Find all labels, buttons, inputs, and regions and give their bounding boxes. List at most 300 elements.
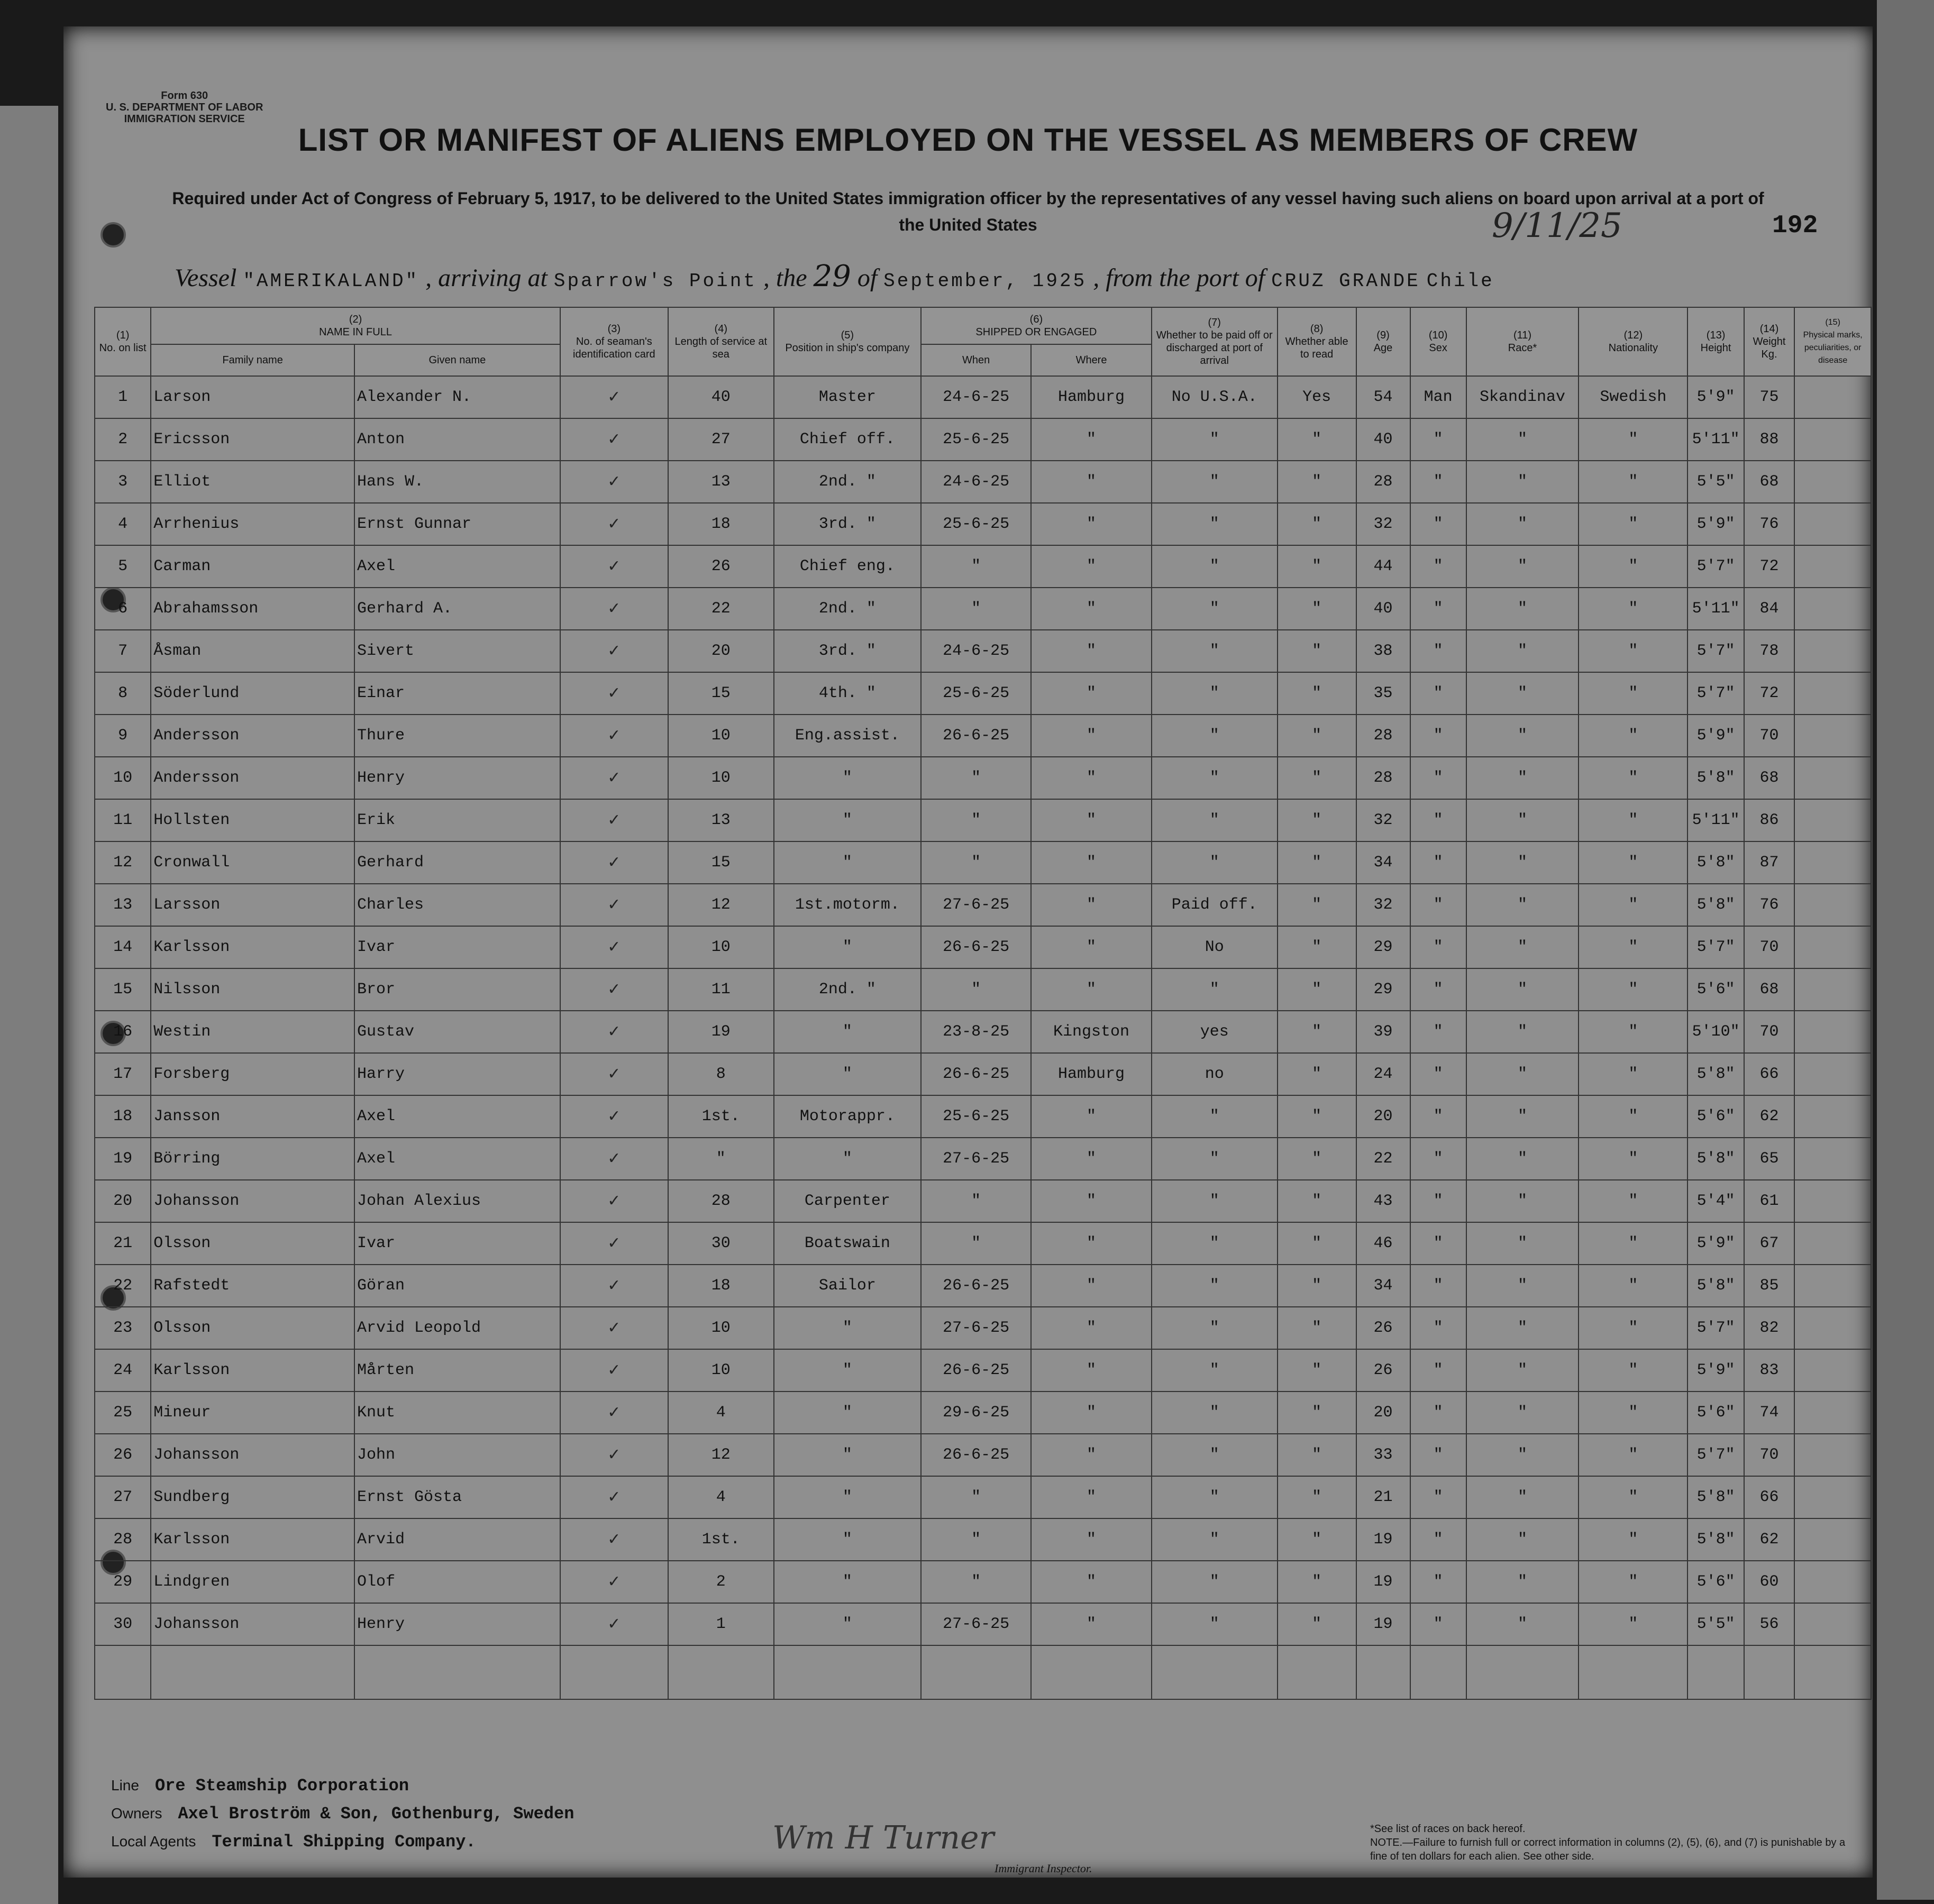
length-of-service-cell: 22 [668, 588, 774, 630]
sex-cell: Man [1410, 376, 1466, 418]
shipped-when-cell: 26-6-25 [921, 1265, 1031, 1307]
crew-manifest-table [94, 307, 1872, 1700]
age-cell: 44 [1356, 545, 1410, 588]
weight-cell: 62 [1744, 1095, 1795, 1138]
weight-cell: 62 [1744, 1518, 1795, 1561]
paid-off-cell: " [1152, 715, 1278, 757]
age-cell: 28 [1356, 715, 1410, 757]
shipped-when-cell: 25-6-25 [921, 418, 1031, 461]
position-cell: " [774, 1138, 921, 1180]
family-name-cell: Hollsten [151, 799, 354, 841]
position-cell: Master [774, 376, 921, 418]
shipped-when-cell: 26-6-25 [921, 1434, 1031, 1476]
paid-off-cell: " [1152, 1349, 1278, 1392]
height-cell: 5'8" [1687, 1265, 1744, 1307]
weight-cell: 66 [1744, 1053, 1795, 1095]
blank-cell [1794, 1645, 1871, 1699]
able-to-read-cell: " [1278, 1307, 1356, 1349]
position-cell: " [774, 926, 921, 968]
col-given-name-header: Given name [354, 344, 560, 376]
shipped-when-cell: " [921, 545, 1031, 588]
given-name-cell: Axel [354, 1138, 560, 1180]
physical-marks-cell [1794, 1222, 1871, 1265]
race-cell: " [1466, 1265, 1579, 1307]
table-row [95, 926, 1871, 968]
sex-cell: " [1410, 461, 1466, 503]
row-number-cell: 5 [95, 545, 151, 588]
row-number-cell: 24 [95, 1349, 151, 1392]
position-cell: Boatswain [774, 1222, 921, 1265]
owners-label: Owners [111, 1805, 162, 1821]
nationality-cell: " [1579, 1307, 1687, 1349]
sex-cell: " [1410, 1180, 1466, 1222]
row-number-cell: 15 [95, 968, 151, 1011]
id-card-check-cell: ✓ [560, 630, 668, 672]
row-number-cell: 4 [95, 503, 151, 545]
given-name-cell: Axel [354, 1095, 560, 1138]
height-cell: 5'6" [1687, 968, 1744, 1011]
sex-cell: " [1410, 1434, 1466, 1476]
able-to-read-cell: " [1278, 588, 1356, 630]
blank-cell [1356, 1645, 1410, 1699]
family-name-cell: Jansson [151, 1095, 354, 1138]
height-cell: 5'8" [1687, 1476, 1744, 1518]
col-position-header: (5) Position in ship's company [774, 307, 921, 376]
binding-hole [101, 222, 126, 248]
nationality-cell: " [1579, 1518, 1687, 1561]
row-number-cell: 28 [95, 1518, 151, 1561]
race-cell: " [1466, 503, 1579, 545]
able-to-read-cell: " [1278, 1011, 1356, 1053]
given-name-cell: Ernst Gunnar [354, 503, 560, 545]
paid-off-cell: Paid off. [1152, 884, 1278, 926]
position-cell: " [774, 1603, 921, 1645]
able-to-read-cell: " [1278, 418, 1356, 461]
table-row [95, 461, 1871, 503]
sex-cell: " [1410, 545, 1466, 588]
shipped-when-cell: 23-8-25 [921, 1011, 1031, 1053]
sex-cell: " [1410, 672, 1466, 715]
able-to-read-cell: " [1278, 1561, 1356, 1603]
col-race-header: (11) Race* [1466, 307, 1579, 376]
height-cell: 5'9" [1687, 1222, 1744, 1265]
shipped-when-cell: 27-6-25 [921, 1603, 1031, 1645]
id-card-check-cell: ✓ [560, 1476, 668, 1518]
col-read-header: (8) Whether able to read [1278, 307, 1356, 376]
table-row [95, 1095, 1871, 1138]
weight-cell: 78 [1744, 630, 1795, 672]
shipped-when-cell: 29-6-25 [921, 1392, 1031, 1434]
id-card-check-cell: ✓ [560, 1603, 668, 1645]
length-of-service-cell: 15 [668, 841, 774, 884]
length-of-service-cell: 4 [668, 1392, 774, 1434]
age-cell: 34 [1356, 1265, 1410, 1307]
age-cell: 28 [1356, 461, 1410, 503]
blank-cell [151, 1645, 354, 1699]
sex-cell: " [1410, 715, 1466, 757]
race-cell: " [1466, 757, 1579, 799]
physical-marks-cell [1794, 1180, 1871, 1222]
age-cell: 26 [1356, 1349, 1410, 1392]
family-name-cell: Söderlund [151, 672, 354, 715]
of-label: of [857, 264, 878, 292]
id-card-check-cell: ✓ [560, 1011, 668, 1053]
weight-cell: 60 [1744, 1561, 1795, 1603]
shipped-when-cell: 24-6-25 [921, 461, 1031, 503]
given-name-cell: Henry [354, 1603, 560, 1645]
weight-cell: 56 [1744, 1603, 1795, 1645]
paid-off-cell: " [1152, 1476, 1278, 1518]
col-physical-header: (15) Physical marks, peculiarities, or disease [1794, 307, 1871, 376]
race-cell: " [1466, 1307, 1579, 1349]
sex-cell: " [1410, 799, 1466, 841]
paid-off-cell: " [1152, 545, 1278, 588]
row-number-cell: 10 [95, 757, 151, 799]
sex-cell: " [1410, 1265, 1466, 1307]
paid-off-cell: " [1152, 672, 1278, 715]
row-number-cell: 1 [95, 376, 151, 418]
shipped-when-cell: " [921, 1518, 1031, 1561]
weight-cell: 70 [1744, 926, 1795, 968]
sex-cell: " [1410, 1011, 1466, 1053]
paid-off-cell: " [1152, 418, 1278, 461]
departure-port: CRUZ GRANDE [1271, 270, 1420, 292]
given-name-cell: Arvid Leopold [354, 1307, 560, 1349]
length-of-service-cell: 12 [668, 884, 774, 926]
length-of-service-cell: 30 [668, 1222, 774, 1265]
sex-cell: " [1410, 926, 1466, 968]
weight-cell: 82 [1744, 1307, 1795, 1349]
table-row [95, 757, 1871, 799]
height-cell: 5'8" [1687, 884, 1744, 926]
id-card-check-cell: ✓ [560, 1222, 668, 1265]
table-row [95, 968, 1871, 1011]
position-cell: " [774, 1053, 921, 1095]
shipped-where-cell: " [1031, 588, 1151, 630]
col-paid-off-header: (7) Whether to be paid off or discharged at port of arrival [1152, 307, 1278, 376]
position-cell: " [774, 1011, 921, 1053]
able-to-read-cell: " [1278, 461, 1356, 503]
physical-marks-cell [1794, 1138, 1871, 1180]
position-cell: 4th. " [774, 672, 921, 715]
position-cell: Motorappr. [774, 1095, 921, 1138]
vessel-line [175, 259, 1494, 294]
blank-row [95, 1645, 1871, 1699]
row-number-cell: 14 [95, 926, 151, 968]
row-number-cell: 6 [95, 588, 151, 630]
id-card-check-cell: ✓ [560, 1349, 668, 1392]
family-name-cell: Larson [151, 376, 354, 418]
race-cell: " [1466, 630, 1579, 672]
sex-cell: " [1410, 1053, 1466, 1095]
nationality-cell: " [1579, 630, 1687, 672]
height-cell: 5'7" [1687, 630, 1744, 672]
row-number-cell: 23 [95, 1307, 151, 1349]
blank-cell [1152, 1645, 1278, 1699]
position-cell: 1st.motorm. [774, 884, 921, 926]
height-cell: 5'9" [1687, 1349, 1744, 1392]
length-of-service-cell: 13 [668, 799, 774, 841]
col-height-header: (13) Height [1687, 307, 1744, 376]
paid-off-cell: " [1152, 1222, 1278, 1265]
shipped-where-cell: " [1031, 1222, 1151, 1265]
blank-cell [1579, 1645, 1687, 1699]
height-cell: 5'8" [1687, 1053, 1744, 1095]
adjacent-page-left [0, 106, 58, 1904]
inspector-label: Immigrant Inspector. [995, 1862, 1092, 1875]
nationality-cell: " [1579, 1265, 1687, 1307]
paid-off-cell: No U.S.A. [1152, 376, 1278, 418]
row-number-cell: 22 [95, 1265, 151, 1307]
age-cell: 32 [1356, 884, 1410, 926]
given-name-cell: Ivar [354, 1222, 560, 1265]
length-of-service-cell: 10 [668, 1307, 774, 1349]
length-of-service-cell: 20 [668, 630, 774, 672]
nationality-cell: " [1579, 757, 1687, 799]
position-cell: 2nd. " [774, 968, 921, 1011]
height-cell: 5'11" [1687, 799, 1744, 841]
blank-cell [560, 1645, 668, 1699]
race-cell: " [1466, 841, 1579, 884]
height-cell: 5'7" [1687, 926, 1744, 968]
shipped-where-cell: " [1031, 1392, 1151, 1434]
arrival-day: 29 [813, 259, 851, 294]
shipped-where-cell: " [1031, 418, 1151, 461]
shipped-when-cell: " [921, 588, 1031, 630]
table-row [95, 884, 1871, 926]
height-cell: 5'7" [1687, 672, 1744, 715]
id-card-check-cell: ✓ [560, 588, 668, 630]
shipped-where-cell: " [1031, 1180, 1151, 1222]
race-cell: " [1466, 926, 1579, 968]
shipped-when-cell: 25-6-25 [921, 1095, 1031, 1138]
row-number-cell: 25 [95, 1392, 151, 1434]
shipped-when-cell: 26-6-25 [921, 1053, 1031, 1095]
blank-cell [95, 1645, 151, 1699]
shipped-where-cell: " [1031, 841, 1151, 884]
physical-marks-cell [1794, 1392, 1871, 1434]
given-name-cell: Axel [354, 545, 560, 588]
family-name-cell: Westin [151, 1011, 354, 1053]
given-name-cell: Hans W. [354, 461, 560, 503]
race-cell: " [1466, 1222, 1579, 1265]
col-sex-header: (10) Sex [1410, 307, 1466, 376]
age-cell: 19 [1356, 1561, 1410, 1603]
able-to-read-cell: " [1278, 1349, 1356, 1392]
shipped-where-cell: " [1031, 1476, 1151, 1518]
length-of-service-cell: 1 [668, 1603, 774, 1645]
able-to-read-cell: " [1278, 1603, 1356, 1645]
family-name-cell: Johansson [151, 1434, 354, 1476]
id-card-check-cell: ✓ [560, 418, 668, 461]
able-to-read-cell: " [1278, 926, 1356, 968]
shipped-where-cell: " [1031, 1138, 1151, 1180]
family-name-cell: Karlsson [151, 1518, 354, 1561]
position-cell: 2nd. " [774, 588, 921, 630]
table-row [95, 799, 1871, 841]
nationality-cell: " [1579, 672, 1687, 715]
id-card-check-cell: ✓ [560, 1053, 668, 1095]
vessel-label: Vessel [175, 264, 237, 292]
shipped-when-cell: 26-6-25 [921, 1349, 1031, 1392]
line-value: Ore Steamship Corporation [154, 1776, 409, 1796]
blank-cell [1031, 1645, 1151, 1699]
position-cell: 3rd. " [774, 630, 921, 672]
id-card-check-cell: ✓ [560, 1180, 668, 1222]
paid-off-cell: " [1152, 1095, 1278, 1138]
col-shipped-header: (6) SHIPPED OR ENGAGED [921, 307, 1152, 344]
position-cell: " [774, 757, 921, 799]
row-number-cell: 29 [95, 1561, 151, 1603]
length-of-service-cell: 10 [668, 1349, 774, 1392]
weight-cell: 70 [1744, 715, 1795, 757]
shipped-where-cell: " [1031, 1561, 1151, 1603]
shipped-where-cell: " [1031, 715, 1151, 757]
id-card-check-cell: ✓ [560, 1518, 668, 1561]
nationality-cell: " [1579, 1138, 1687, 1180]
paid-off-cell: " [1152, 588, 1278, 630]
age-cell: 19 [1356, 1518, 1410, 1561]
length-of-service-cell: 27 [668, 418, 774, 461]
given-name-cell: Thure [354, 715, 560, 757]
id-card-check-cell: ✓ [560, 968, 668, 1011]
given-name-cell: Gerhard [354, 841, 560, 884]
length-of-service-cell: 8 [668, 1053, 774, 1095]
length-of-service-cell: 40 [668, 376, 774, 418]
shipped-when-cell: 27-6-25 [921, 884, 1031, 926]
given-name-cell: Gerhard A. [354, 588, 560, 630]
nationality-cell: " [1579, 461, 1687, 503]
paid-off-cell: " [1152, 1180, 1278, 1222]
length-of-service-cell: 10 [668, 926, 774, 968]
physical-marks-cell [1794, 884, 1871, 926]
nationality-cell: " [1579, 1180, 1687, 1222]
row-number-cell: 7 [95, 630, 151, 672]
col-age-header: (9) Age [1356, 307, 1410, 376]
able-to-read-cell: " [1278, 1180, 1356, 1222]
form-header [106, 90, 263, 125]
shipped-when-cell: " [921, 1476, 1031, 1518]
family-name-cell: Lindgren [151, 1561, 354, 1603]
family-name-cell: Börring [151, 1138, 354, 1180]
able-to-read-cell: " [1278, 630, 1356, 672]
weight-cell: 68 [1744, 968, 1795, 1011]
nationality-cell: " [1579, 418, 1687, 461]
table-row [95, 588, 1871, 630]
weight-cell: 86 [1744, 799, 1795, 841]
race-cell: " [1466, 1011, 1579, 1053]
length-of-service-cell: " [668, 1138, 774, 1180]
family-name-cell: Åsman [151, 630, 354, 672]
physical-marks-cell [1794, 1349, 1871, 1392]
table-row [95, 1518, 1871, 1561]
sex-cell: " [1410, 884, 1466, 926]
adjacent-page-right [1877, 0, 1934, 1900]
height-cell: 5'5" [1687, 461, 1744, 503]
age-cell: 32 [1356, 503, 1410, 545]
physical-marks-cell [1794, 1561, 1871, 1603]
shipped-where-cell: " [1031, 968, 1151, 1011]
height-cell: 5'4" [1687, 1180, 1744, 1222]
shipped-where-cell: " [1031, 884, 1151, 926]
length-of-service-cell: 11 [668, 968, 774, 1011]
given-name-cell: Alexander N. [354, 376, 560, 418]
given-name-cell: Harry [354, 1053, 560, 1095]
position-cell: 2nd. " [774, 461, 921, 503]
paid-off-cell: " [1152, 630, 1278, 672]
owners-value: Axel Broström & Son, Gothenburg, Sweden [178, 1804, 574, 1824]
nationality-cell: " [1579, 588, 1687, 630]
id-card-check-cell: ✓ [560, 1561, 668, 1603]
shipped-when-cell: 27-6-25 [921, 1138, 1031, 1180]
age-cell: 19 [1356, 1603, 1410, 1645]
sex-cell: " [1410, 588, 1466, 630]
col-family-name-header: Family name [151, 344, 354, 376]
shipped-where-cell: " [1031, 1518, 1151, 1561]
weight-cell: 68 [1744, 757, 1795, 799]
nationality-cell: " [1579, 1561, 1687, 1603]
weight-cell: 65 [1744, 1138, 1795, 1180]
id-card-check-cell: ✓ [560, 1307, 668, 1349]
age-cell: 54 [1356, 376, 1410, 418]
age-cell: 20 [1356, 1095, 1410, 1138]
weight-cell: 88 [1744, 418, 1795, 461]
id-card-check-cell: ✓ [560, 1392, 668, 1434]
race-cell: " [1466, 715, 1579, 757]
blank-cell [1278, 1645, 1356, 1699]
sex-cell: " [1410, 1349, 1466, 1392]
shipped-where-cell: " [1031, 799, 1151, 841]
length-of-service-cell: 28 [668, 1180, 774, 1222]
given-name-cell: Einar [354, 672, 560, 715]
notes-block [1370, 1822, 1846, 1863]
height-cell: 5'5" [1687, 1603, 1744, 1645]
height-cell: 5'8" [1687, 1518, 1744, 1561]
shipped-where-cell: " [1031, 503, 1151, 545]
physical-marks-cell [1794, 588, 1871, 630]
sex-cell: " [1410, 841, 1466, 884]
arriving-label: , arriving at [425, 264, 548, 292]
family-name-cell: Olsson [151, 1307, 354, 1349]
family-name-cell: Nilsson [151, 968, 354, 1011]
from-port-label: , from the port of [1093, 264, 1265, 292]
shipped-when-cell: 24-6-25 [921, 376, 1031, 418]
position-cell: Sailor [774, 1265, 921, 1307]
blank-cell [1687, 1645, 1744, 1699]
shipped-where-cell: Kingston [1031, 1011, 1151, 1053]
row-number-cell: 21 [95, 1222, 151, 1265]
shipped-when-cell: " [921, 968, 1031, 1011]
race-cell: " [1466, 672, 1579, 715]
family-name-cell: Sundberg [151, 1476, 354, 1518]
length-of-service-cell: 10 [668, 715, 774, 757]
physical-marks-cell [1794, 841, 1871, 884]
position-cell: Chief off. [774, 418, 921, 461]
family-name-cell: Cronwall [151, 841, 354, 884]
able-to-read-cell: " [1278, 545, 1356, 588]
able-to-read-cell: " [1278, 1434, 1356, 1476]
sex-cell: " [1410, 1307, 1466, 1349]
able-to-read-cell: " [1278, 1222, 1356, 1265]
id-card-check-cell: ✓ [560, 503, 668, 545]
nationality-cell: " [1579, 715, 1687, 757]
blank-cell [1744, 1645, 1795, 1699]
family-name-cell: Karlsson [151, 1349, 354, 1392]
paid-off-cell: " [1152, 503, 1278, 545]
age-cell: 20 [1356, 1392, 1410, 1434]
weight-cell: 85 [1744, 1265, 1795, 1307]
sex-cell: " [1410, 1518, 1466, 1561]
